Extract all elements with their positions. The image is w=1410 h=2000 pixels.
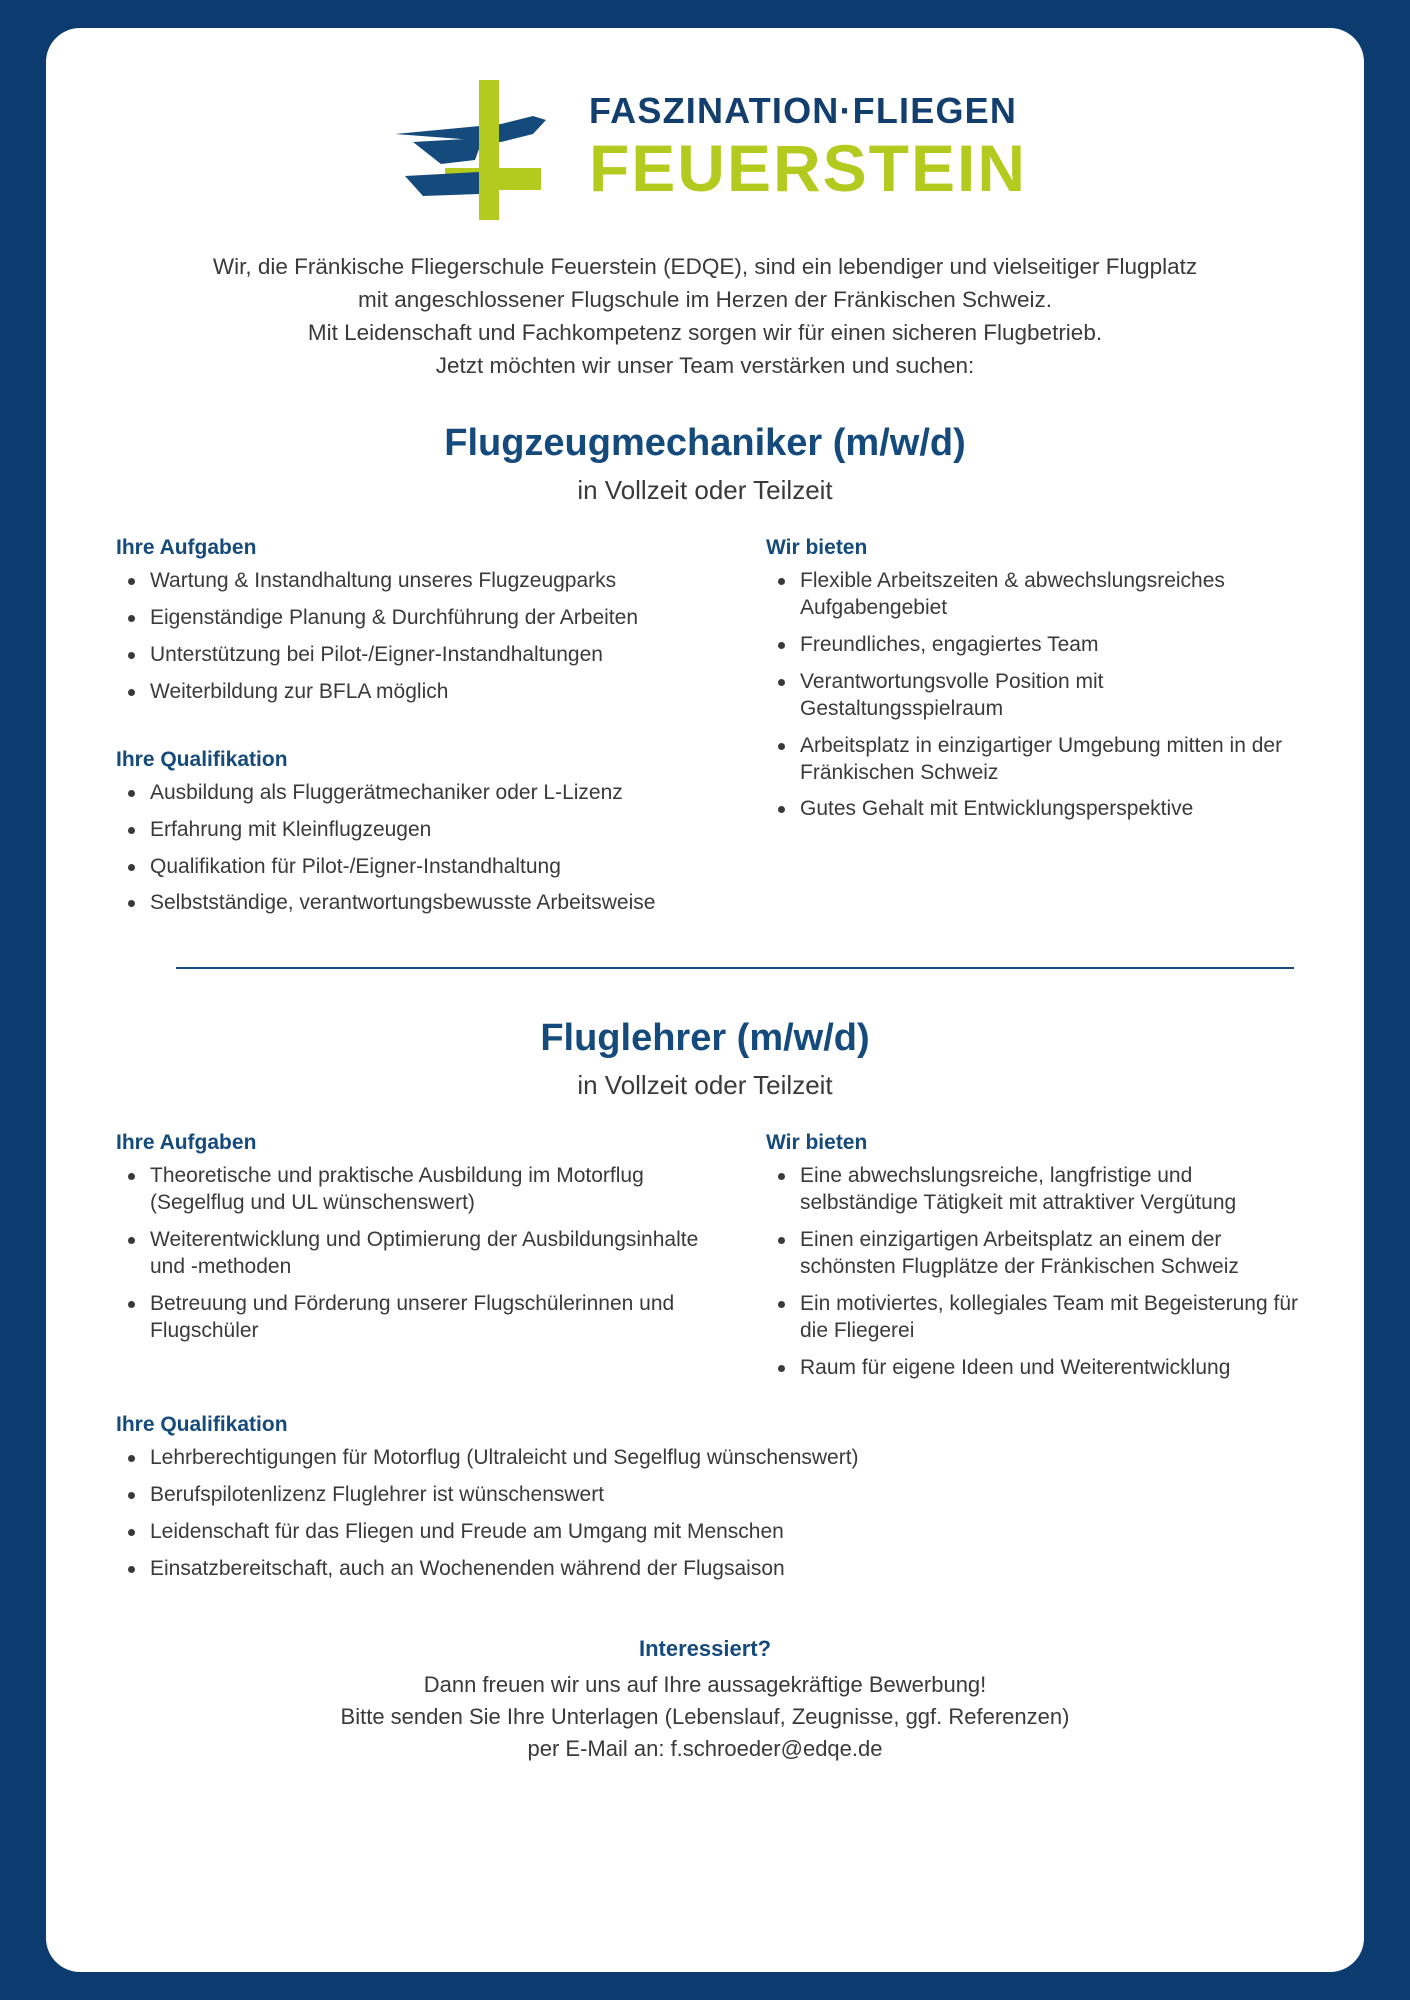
brand-logo <box>383 72 1027 222</box>
qualification-list <box>116 1445 1294 1583</box>
footer-line: Bitte senden Sie Ihre Unterlagen (Lebenslauf, Zeugnisse, ggf. Referenzen) <box>340 1703 1070 1729</box>
job-columns <box>46 536 1364 927</box>
offer-heading: Wir bieten <box>766 536 868 560</box>
section-divider <box>176 967 1294 969</box>
tasks-heading: Ihre Aufgaben <box>116 536 257 560</box>
job2-qualification-block <box>46 1413 1364 1583</box>
spacer <box>116 716 716 748</box>
intro-line: mit angeschlossener Flugschule im Herzen der Fränkischen Schweiz. <box>357 287 1053 313</box>
job-right-column <box>716 1131 1308 1391</box>
list-item: Theoretische und praktische Ausbildung im Motorflug (Segelflug und UL wünschenswert) <box>150 1163 716 1217</box>
list-item: Selbstständige, verantwortungsbewusste Arbeitsweise <box>150 890 716 917</box>
list-item: Qualifikation für Pilot-/Eigner-Instandhaltung <box>150 854 716 881</box>
intro-line: Jetzt möchten wir unser Team verstärken und suchen: <box>435 353 975 379</box>
job-subtitle: in Vollzeit oder Teilzeit <box>577 475 833 506</box>
list-item: Raum für eigene Ideen und Weiterentwicklung <box>800 1355 1308 1382</box>
job-left-column <box>116 536 716 927</box>
contact-footer <box>46 1633 1364 1765</box>
list-item: Erfahrung mit Kleinflugzeugen <box>150 817 716 844</box>
list-item: Gutes Gehalt mit Entwicklungsperspektive <box>800 796 1308 823</box>
job-columns <box>46 1131 1364 1391</box>
intro-line: Mit Leidenschaft und Fachkompetenz sorgen wir für einen sicheren Flugbetrieb. <box>307 320 1103 346</box>
job-section-fluglehrer <box>46 1017 1364 1583</box>
list-item: Unterstützung bei Pilot-/Eigner-Instandhaltungen <box>150 642 716 669</box>
logo-header <box>46 28 1364 232</box>
list-item: Lehrberechtigungen für Motorflug (Ultraleicht und Segelflug wünschenswert) <box>150 1445 1294 1472</box>
offer-list <box>766 1163 1308 1381</box>
footer-email-line[interactable]: per E-Mail an: f.schroeder@edqe.de <box>527 1735 883 1761</box>
tasks-list <box>116 568 716 706</box>
list-item: Einen einzigartigen Arbeitsplatz an einem der schönsten Flugplätze der Fränkischen Schweiz <box>800 1227 1308 1281</box>
brand-line-2: FEUERSTEIN <box>588 131 1028 205</box>
offer-list <box>766 568 1308 823</box>
job-subtitle: in Vollzeit oder Teilzeit <box>577 1070 833 1101</box>
list-item: Weiterbildung zur BFLA möglich <box>150 679 716 706</box>
offer-heading: Wir bieten <box>766 1131 868 1155</box>
list-item: Ein motiviertes, kollegiales Team mit Begeisterung für die Fliegerei <box>800 1291 1308 1345</box>
job-posting-page <box>46 28 1364 1972</box>
brand-wordmark <box>588 90 1028 205</box>
airplane-icon <box>383 72 573 222</box>
qualification-heading: Ihre Qualifikation <box>116 1413 288 1437</box>
list-item: Leidenschaft für das Fliegen und Freude am Umgang mit Menschen <box>150 1519 1294 1546</box>
tasks-heading: Ihre Aufgaben <box>116 1131 257 1155</box>
job-section-mechaniker <box>46 422 1364 927</box>
qualification-heading: Ihre Qualifikation <box>116 747 288 771</box>
list-item: Eine abwechslungsreiche, langfristige und selbständige Tätigkeit mit attraktiver Vergütung <box>800 1163 1308 1217</box>
list-item: Berufspilotenlizenz Fluglehrer ist wünschenswert <box>150 1482 1294 1509</box>
footer-line: Dann freuen wir uns auf Ihre aussagekräftige Bewerbung! <box>423 1671 987 1697</box>
list-item: Verantwortungsvolle Position mit Gestaltungsspielraum <box>800 669 1308 723</box>
intro-line: Wir, die Fränkische Fliegerschule Feuerstein (EDQE), sind ein lebendiger und vielseitiger Flugplatz <box>212 254 1198 279</box>
list-item: Arbeitsplatz in einzigartiger Umgebung mitten in der Fränkischen Schweiz <box>800 733 1308 787</box>
brand-line-1: FASZINATION·FLIEGEN <box>588 90 1018 131</box>
list-item: Wartung & Instandhaltung unseres Flugzeugparks <box>150 568 716 595</box>
list-item: Weiterentwicklung und Optimierung der Ausbildungsinhalte und -methoden <box>150 1227 716 1281</box>
list-item: Ausbildung als Fluggerätmechaniker oder L-Lizenz <box>150 780 716 807</box>
list-item: Eigenständige Planung & Durchführung der Arbeiten <box>150 605 716 632</box>
list-item: Einsatzbereitschaft, auch an Wochenenden während der Flugsaison <box>150 1556 1294 1583</box>
footer-heading: Interessiert? <box>638 1635 772 1661</box>
qualification-list <box>116 780 716 918</box>
job-title: Flugzeugmechaniker (m/w/d) <box>444 422 966 465</box>
list-item: Freundliches, engagiertes Team <box>800 632 1308 659</box>
intro-paragraph <box>106 250 1304 382</box>
job-left-column <box>116 1131 716 1391</box>
list-item: Flexible Arbeitszeiten & abwechslungsreiches Aufgabengebiet <box>800 568 1308 622</box>
job-title: Fluglehrer (m/w/d) <box>540 1017 870 1060</box>
job-right-column <box>716 536 1308 927</box>
list-item: Betreuung und Förderung unserer Flugschülerinnen und Flugschüler <box>150 1291 716 1345</box>
tasks-list <box>116 1163 716 1344</box>
